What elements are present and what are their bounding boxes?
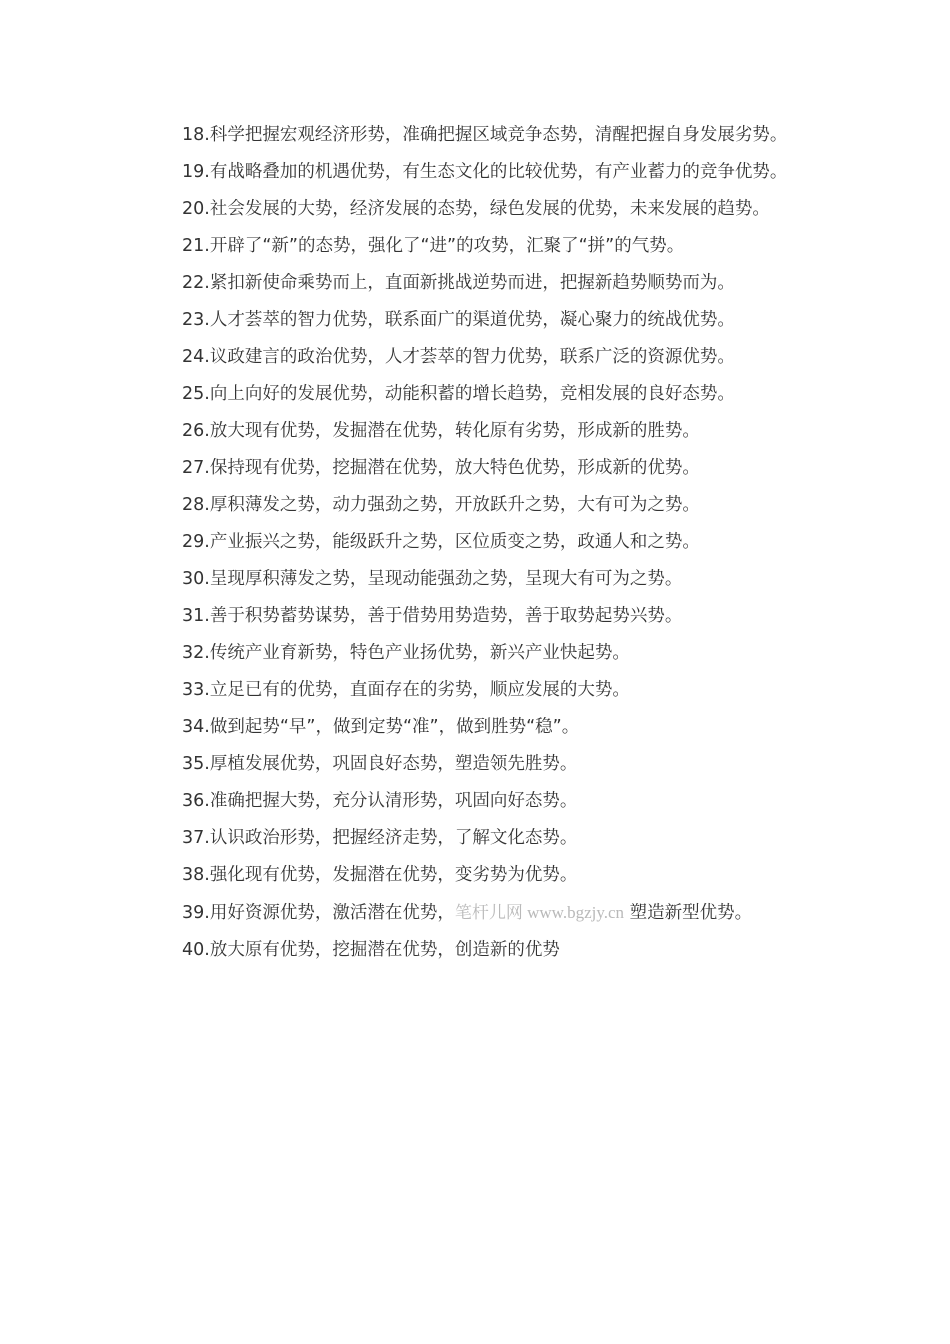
list-item: 35.厚植发展优势，巩固良好态势，塑造领先胜势。 bbox=[182, 754, 578, 774]
watermark-text: 笔杆儿网 www.bgzjy.cn bbox=[454, 903, 625, 922]
list-item: 21.开辟了“新”的态势，强化了“进”的攻势，汇聚了“拼”的气势。 bbox=[182, 236, 685, 256]
list-item: 26.放大现有优势，发掘潜在优势，转化原有劣势，形成新的胜势。 bbox=[182, 421, 700, 441]
list-item: 31.善于积势蓄势谋势，善于借势用势造势，善于取势起势兴势。 bbox=[182, 606, 683, 626]
list-item: 27.保持现有优势，挖掘潜在优势，放大特色优势，形成新的优势。 bbox=[182, 458, 700, 478]
list-item: 28.厚积薄发之势，动力强劲之势，开放跃升之势，大有可为之势。 bbox=[182, 495, 700, 515]
numbered-list bbox=[144, 122, 824, 889]
list-item: 19.有战略叠加的机遇优势，有生态文化的比较优势，有产业蓄力的竞争优势。 bbox=[182, 162, 788, 182]
list-item: 36.准确把握大势，充分认清形势，巩固向好态势。 bbox=[182, 791, 578, 811]
list-item: 38.强化现有优势，发掘潜在优势，变劣势为优势。 bbox=[182, 865, 578, 885]
list-item: 29.产业振兴之势，能级跃升之势，区位质变之势，政通人和之势。 bbox=[182, 532, 700, 552]
list-item: 20.社会发展的大势，经济发展的态势，绿色发展的优势，未来发展的趋势。 bbox=[182, 199, 770, 219]
list-item: 32.传统产业育新势，特色产业扬优势，新兴产业快起势。 bbox=[182, 643, 630, 663]
list-item: 30.呈现厚积薄发之势，呈现动能强劲之势，呈现大有可为之势。 bbox=[182, 569, 683, 589]
list-item-39-text-before: 39.用好资源优势，激活潜在优势， bbox=[182, 903, 455, 923]
list-item-39 bbox=[144, 899, 824, 927]
list-item-40: 40.放大原有优势，挖掘潜在优势，创造新的优势 bbox=[182, 940, 560, 960]
list-item-39-text-after: 塑造新型优势。 bbox=[624, 903, 753, 923]
list-item: 24.议政建言的政治优势，人才荟萃的智力优势，联系广泛的资源优势。 bbox=[182, 347, 735, 367]
list-item: 34.做到起势“早”，做到定势“准”，做到胜势“稳”。 bbox=[182, 717, 580, 737]
list-item: 23.人才荟萃的智力优势，联系面广的渠道优势，凝心聚力的统战优势。 bbox=[182, 310, 735, 330]
list-item: 37.认识政治形势，把握经济走势，了解文化态势。 bbox=[182, 828, 578, 848]
document-body bbox=[144, 122, 824, 974]
list-item: 33.立足已有的优势，直面存在的劣势，顺应发展的大势。 bbox=[182, 680, 630, 700]
list-item: 25.向上向好的发展优势，动能积蓄的增长趋势，竞相发展的良好态势。 bbox=[182, 384, 735, 404]
list-item: 18.科学把握宏观经济形势，准确把握区域竞争态势，清醒把握自身发展劣势。 bbox=[182, 125, 788, 145]
list-item: 22.紧扣新使命乘势而上，直面新挑战逆势而进，把握新趋势顺势而为。 bbox=[182, 273, 735, 293]
